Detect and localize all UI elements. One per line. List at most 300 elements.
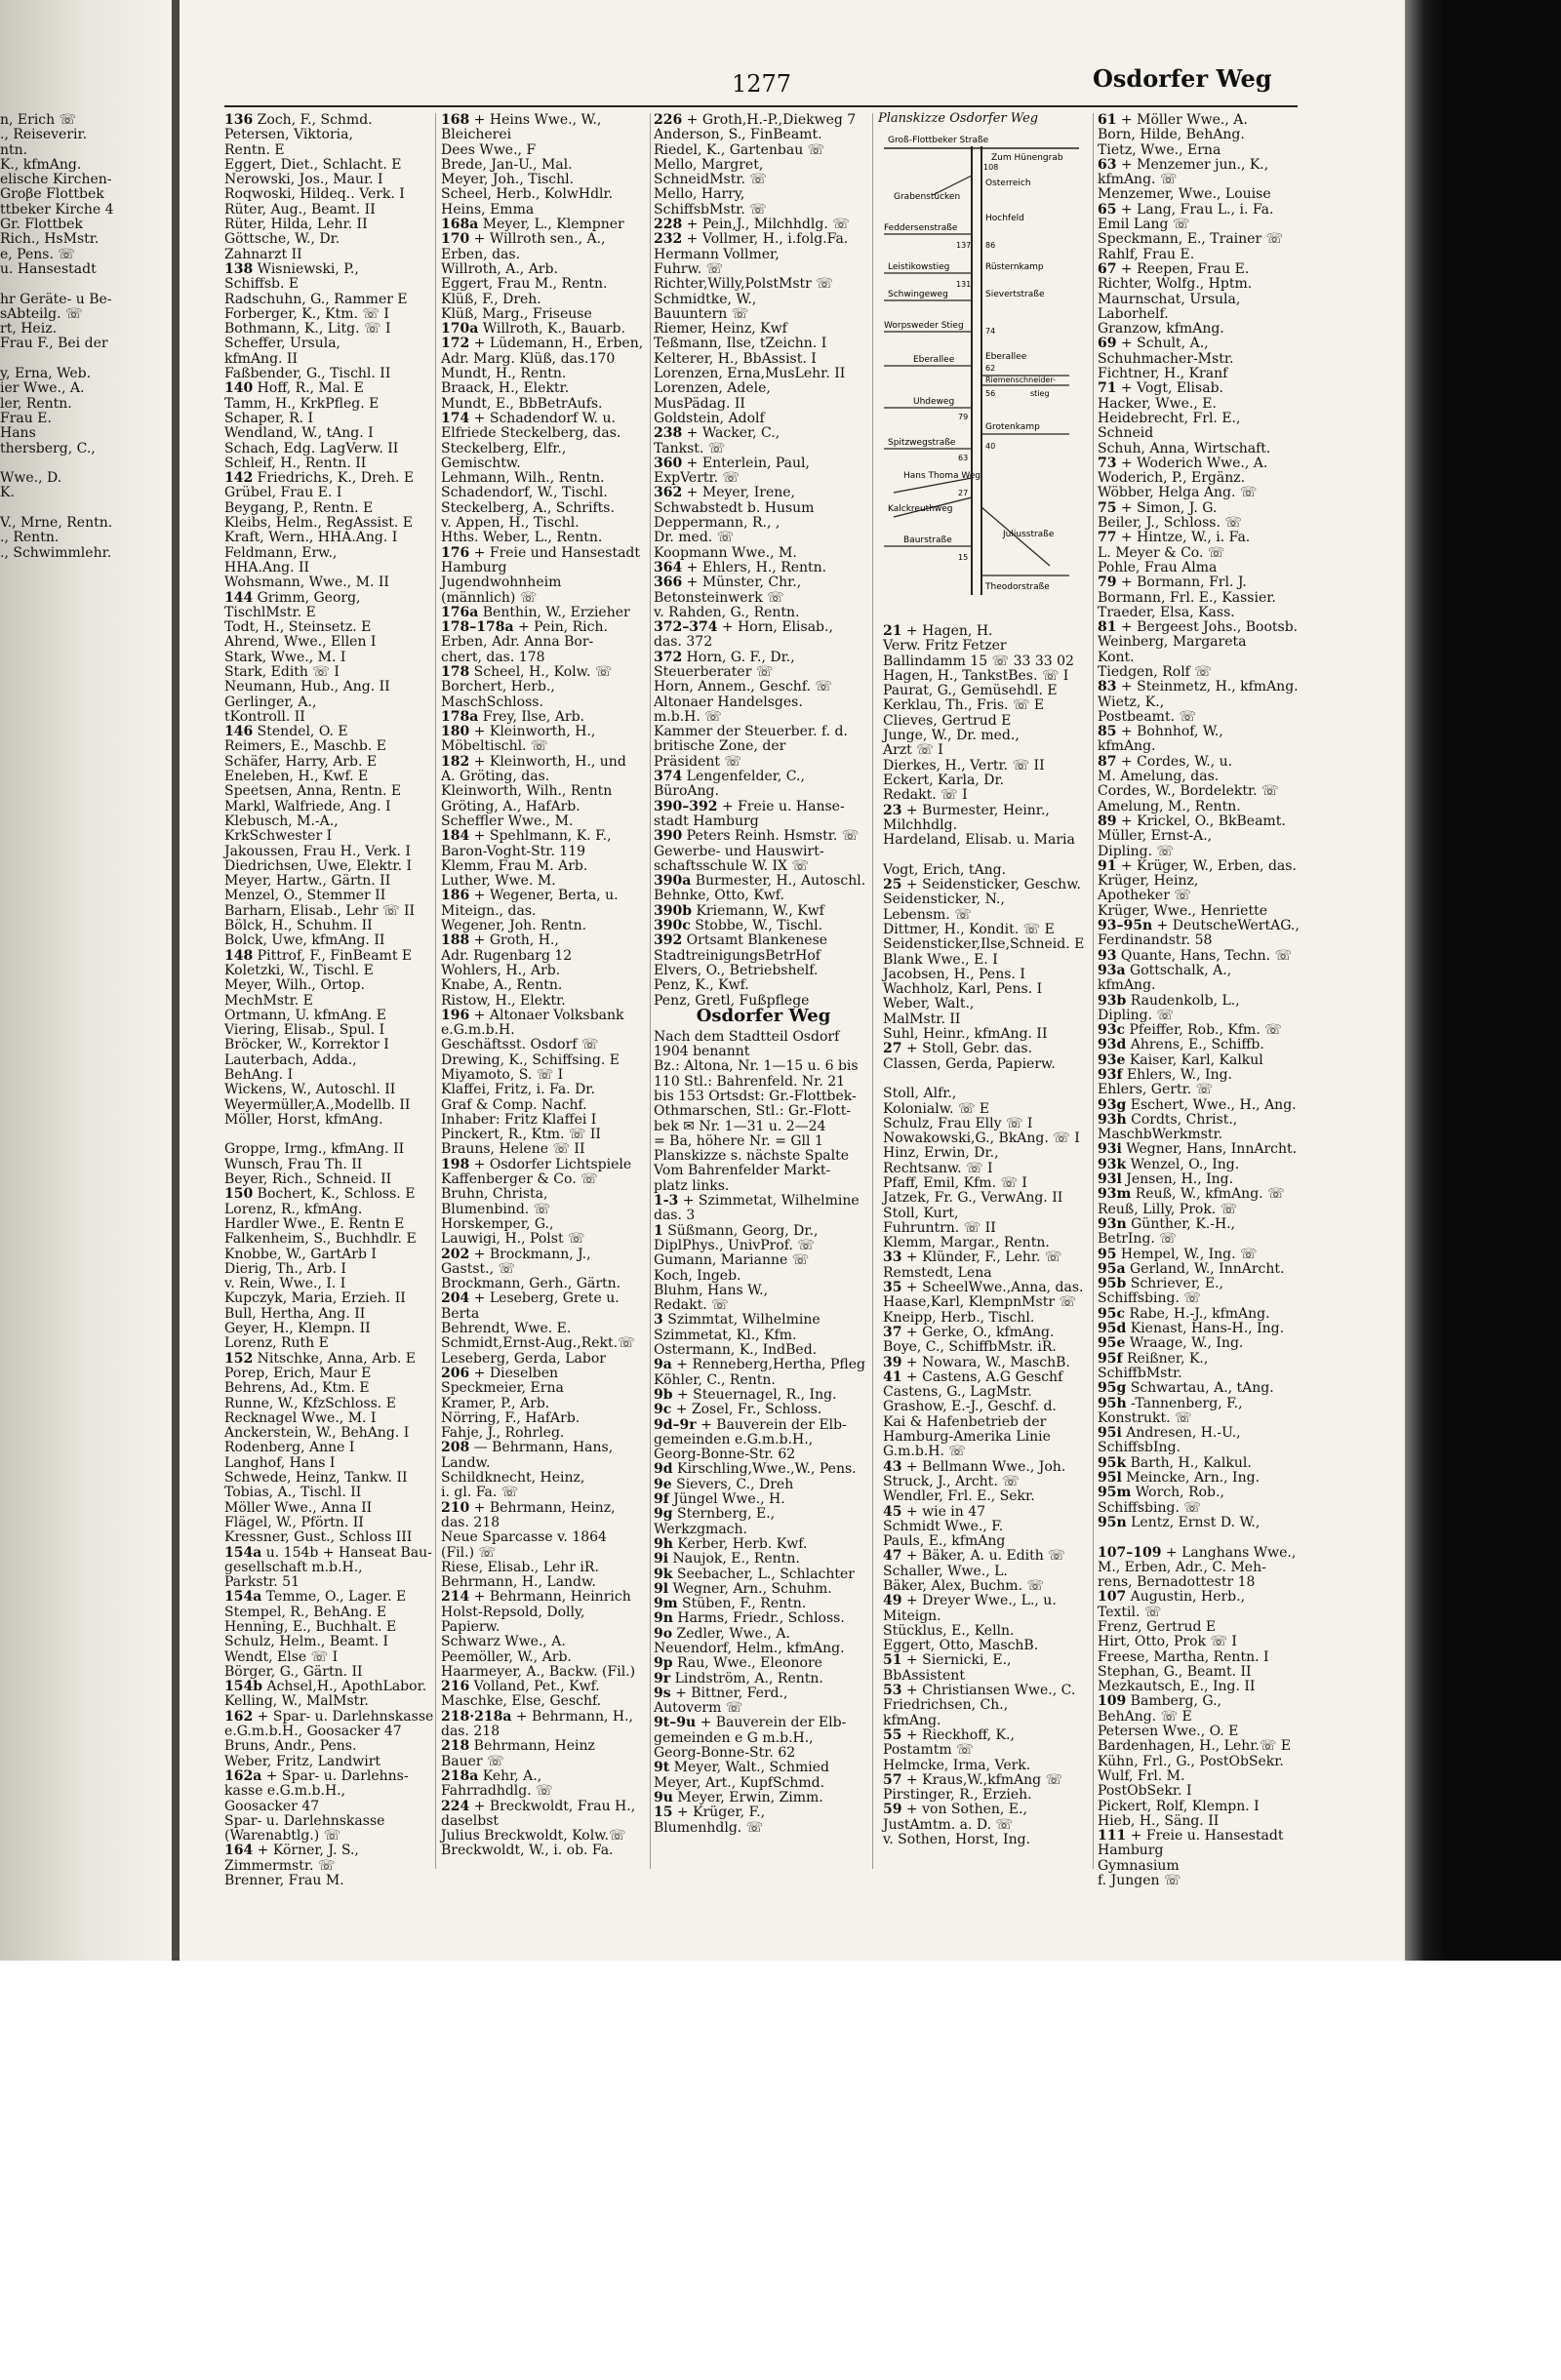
entry-text: M. Amelung, das. (1098, 769, 1220, 785)
directory-entry (883, 833, 1098, 848)
entry-text: Seebacher, L., Schlachter (672, 1566, 855, 1582)
directory-entry (654, 1343, 873, 1358)
house-number: 224 (441, 1798, 470, 1814)
directory-entry (224, 964, 429, 978)
directory-entry (441, 814, 644, 829)
directory-entry (883, 1714, 1098, 1728)
directory-entry (1098, 1291, 1293, 1306)
house-number: 164 (224, 1843, 254, 1859)
entry-text: Krüger, Heinz, (1098, 873, 1199, 890)
entry-text: Eckert, Karla, Dr. (883, 772, 1005, 788)
entry-text: + Bergeest Johs., Bootsb. (1116, 619, 1299, 636)
directory-entry (654, 1761, 873, 1775)
directory-entry (1098, 1800, 1293, 1814)
entry-text: Hths. Weber, L., Rentn. (441, 530, 603, 546)
directory-entry (441, 755, 644, 770)
entry-text: Stark, Edith ☏ I (224, 663, 340, 680)
entry-text: + Bauverein der Elb- (696, 1715, 847, 1731)
directory-entry (654, 1313, 873, 1328)
directory-entry (654, 1149, 873, 1164)
entry-text: Maurnschat, Ursula, (1098, 291, 1241, 307)
entry-text: Cordes, W., Bordelektr. ☏ (1098, 783, 1279, 800)
directory-entry (224, 187, 429, 202)
entry-text: Dierig, Th., Arb. I (224, 1260, 346, 1277)
directory-column-5 (1098, 112, 1300, 1889)
directory-entry (1098, 739, 1293, 754)
directory-entry (224, 1411, 429, 1426)
directory-entry (654, 1746, 873, 1761)
house-number: 27 (883, 1041, 902, 1057)
entry-text: Landw. (441, 1454, 491, 1471)
entry-text: Emil Lang ☏ (1098, 217, 1190, 233)
directory-entry (224, 397, 429, 412)
entry-text: Markl, Walfriede, Ang. I (224, 798, 391, 814)
house-number: 196 (441, 1007, 470, 1023)
directory-entry (224, 1441, 429, 1455)
directory-entry (654, 471, 873, 486)
directory-entry (224, 531, 429, 545)
directory-entry (654, 978, 873, 993)
directory-entry (224, 218, 429, 232)
entry-text: Junge, W., Dr. med., (883, 728, 1020, 744)
entry-text: Schiffsb. E (224, 276, 300, 293)
entry-text: Diedrichsen, Uwe, Elektr. I (224, 857, 413, 874)
directory-entry (224, 1426, 429, 1441)
directory-entry (441, 978, 644, 993)
directory-entry (441, 904, 644, 919)
entry-text: Klemm, Margar., Rentn. (883, 1235, 1050, 1251)
entry-text: Classen, Gerda, Papierw. (883, 1055, 1056, 1072)
sketch-label: 108 (983, 163, 999, 172)
directory-entry (1098, 501, 1293, 516)
house-number: 95n (1098, 1514, 1127, 1530)
directory-entry (441, 442, 644, 456)
entry-text: Willroth, A., Arb. (441, 260, 558, 277)
entry-text: Ortmann, U. kfmAng. E (224, 1007, 386, 1023)
directory-entry (441, 933, 644, 948)
directory-entry (1098, 218, 1293, 232)
entry-text: Hirt, Otto, Prok ☏ I (1098, 1634, 1237, 1650)
entry-text: Lehmann, Wilh., Rentn. (441, 470, 605, 487)
entry-text: Blumenhdlg. ☏ (654, 1819, 764, 1836)
directory-entry (883, 1326, 1098, 1340)
entry-text: Meyer, Erwin, Zimm. (672, 1789, 823, 1805)
directory-entry (883, 1520, 1098, 1534)
entry-text: Beyer, Rich., Schneid. II (224, 1171, 392, 1188)
entry-text: Stoll, Kurt, (883, 1205, 959, 1221)
directory-entry (654, 293, 873, 307)
house-number: 81 (1098, 619, 1117, 636)
directory-entry (1098, 710, 1293, 725)
directory-entry (224, 1575, 429, 1590)
entry-text: Pauls, E., kfmAng (883, 1533, 1006, 1550)
house-number: 93g (1098, 1096, 1127, 1113)
entry-text: Wohsmann, Wwe., M. II (224, 575, 389, 591)
directory-entry (441, 1098, 644, 1113)
house-number: 232 (654, 231, 683, 248)
directory-entry (883, 1250, 1098, 1265)
entry-text: + Meyer, Irene, (682, 485, 795, 501)
directory-entry (224, 994, 429, 1009)
entry-text: Bauuntern ☏ (654, 305, 749, 322)
entry-text: Sternberg, E., (672, 1506, 776, 1523)
directory-entry (1098, 426, 1293, 441)
entry-text: Bothmann, K., Litg. ☏ I (224, 321, 391, 337)
directory-entry (654, 755, 873, 770)
directory-entry (1098, 651, 1293, 665)
entry-text: Stobbe, W., Tischl. (690, 918, 823, 934)
directory-entry (1098, 1068, 1293, 1083)
directory-entry (441, 456, 644, 471)
house-number: 45 (883, 1503, 902, 1520)
directory-entry (654, 1805, 873, 1820)
directory-entry (441, 725, 644, 739)
house-number: 93l (1098, 1171, 1122, 1188)
entry-text: Apotheker ☏ (1098, 888, 1191, 904)
house-number: 9s (654, 1685, 671, 1701)
entry-text: Luther, Wwe. M. (441, 873, 556, 890)
directory-entry (441, 1248, 644, 1262)
directory-entry (441, 1769, 644, 1784)
directory-entry (224, 1769, 429, 1784)
directory-entry (654, 426, 873, 441)
entry-text: Schiffsbing. ☏ (1098, 1499, 1201, 1516)
entry-text: Meyer, L., Klempner (478, 217, 624, 233)
entry-text: Forberger, K., Ktm. ☏ I (224, 305, 389, 322)
entry-text: Horn, G. F., Dr., (682, 649, 795, 665)
entry-text: Postbeamt. ☏ (1098, 708, 1196, 725)
entry-text: Mezkautsch, E., Ing. II (1098, 1679, 1256, 1695)
directory-entry (224, 381, 429, 396)
entry-text: Pfaff, Emil, Kfm. ☏ I (883, 1174, 1027, 1191)
directory-entry (654, 859, 873, 874)
entry-text: Gottschalk, A., (1125, 962, 1232, 978)
entry-text: Weinberg, Margareta (1098, 634, 1247, 651)
house-number: 3 (654, 1312, 663, 1329)
entry-text: Groppe, Irmg., kfmAng. II (224, 1141, 405, 1158)
directory-entry (441, 1546, 644, 1561)
directory-entry (883, 1012, 1098, 1027)
entry-text: Hagen, H., TankstBes. ☏ I (883, 667, 1069, 684)
entry-text: Pohle, Frau Alma (1098, 559, 1218, 575)
entry-text: + Körner, J. S., (253, 1843, 359, 1859)
entry-text: Wendland, W., tAng. I (224, 425, 374, 442)
directory-entry (654, 845, 873, 859)
entry-text: Schulz, Frau Elly ☏ I (883, 1115, 1033, 1131)
directory-entry (883, 1505, 1098, 1520)
house-number: 107 (1098, 1589, 1127, 1606)
directory-entry (654, 1672, 873, 1686)
entry-text: Dees Wwe., F (441, 141, 537, 158)
entry-text: L. Meyer & Co. ☏ (1098, 544, 1225, 561)
entry-text: Schmidt,Ernst-Aug.,Rekt.☏ (441, 1335, 635, 1352)
entry-text: Rüter, Aug., Beamt. II (224, 201, 376, 218)
entry-text: JustAmtm. a. D. ☏ (883, 1816, 1014, 1833)
directory-entry (654, 1582, 873, 1597)
directory-entry (441, 591, 644, 606)
directory-entry (224, 1755, 429, 1769)
directory-entry (224, 1023, 429, 1038)
entry-text: SchneidMstr. ☏ (654, 172, 767, 188)
entry-text: Zedler, Wwe., A. (672, 1625, 790, 1642)
entry-text: Rahlf, Frau E. (1098, 246, 1195, 262)
directory-entry (1098, 203, 1293, 218)
entry-text: Holst-Repsold, Dolly, (441, 1604, 585, 1620)
entry-text: Elfriede Steckelberg, das. (441, 425, 621, 442)
entry-text: daselbst (441, 1812, 500, 1829)
house-number: 176 (441, 544, 470, 561)
directory-entry (654, 1492, 873, 1507)
directory-entry (1098, 1516, 1293, 1530)
directory-entry (883, 729, 1098, 743)
entry-text: + Breckwoldt, Frau H., (469, 1798, 636, 1814)
entry-text: M., Erben, Adr., C. Meh- (1098, 1559, 1266, 1575)
entry-text: Hardler Wwe., E. Rentn E (224, 1215, 405, 1232)
entry-text: Koletzki, W., Tischl. E (224, 962, 374, 978)
directory-entry (224, 919, 429, 933)
house-number: 95f (1098, 1350, 1123, 1367)
entry-text: Meyer, Hartw., Gärtn. II (224, 873, 391, 890)
entry-text: Koch, Ingeb. (654, 1267, 741, 1284)
house-number: 1 (654, 1222, 663, 1239)
entry-text: Kolonialw. ☏ E (883, 1100, 990, 1117)
house-number: 95k (1098, 1454, 1127, 1471)
directory-entry (1098, 1844, 1293, 1858)
directory-entry (224, 1307, 429, 1322)
directory-entry (224, 1471, 429, 1486)
entry-text: Behrens, Ad., Ktm. E (224, 1380, 370, 1397)
directory-entry (441, 248, 644, 262)
house-number: 218a (441, 1767, 479, 1784)
entry-text: Tobias, A., Tischl. II (224, 1485, 362, 1501)
entry-text: + Renneberg,Hertha, Pfleg (671, 1357, 866, 1373)
sketch-label: Baurstraße (903, 536, 952, 545)
directory-entry (654, 1253, 873, 1268)
fragment-line (0, 352, 172, 367)
entry-text: + Christiansen Wwe., C. (901, 1683, 1076, 1699)
entry-text: + Groth, H., (469, 932, 559, 949)
entry-text: Wöbber, Helga Ang. ☏ (1098, 485, 1258, 501)
directory-entry (441, 531, 644, 545)
entry-text: Bull, Hertha, Ang. II (224, 1305, 366, 1322)
directory-entry (654, 1462, 873, 1477)
entry-text: + Kleinworth, H., und (469, 753, 626, 770)
entry-text: Neuendorf, Helm., kfmAng. (654, 1640, 845, 1656)
entry-text: Riese, Elisab., Lehr iR. (441, 1559, 599, 1575)
entry-text: Naujok, E., Rentn. (668, 1551, 800, 1567)
directory-entry (883, 1370, 1098, 1385)
entry-text: Recknagel Wwe., M. I (224, 1409, 377, 1426)
entry-text: 1904 benannt (654, 1044, 750, 1060)
entry-text: Behrmann, Heinz (469, 1738, 595, 1755)
directory-entry (654, 1433, 873, 1448)
house-number: 91 (1098, 857, 1117, 874)
entry-text: kfmAng. ☏ (1098, 172, 1178, 188)
house-number: 198 (441, 1156, 470, 1172)
directory-entry (224, 277, 429, 292)
directory-entry (441, 1471, 644, 1486)
house-number: 9o (654, 1625, 673, 1642)
entry-text: Kriemann, W., Kwf (692, 902, 824, 919)
directory-entry (654, 381, 873, 396)
entry-text: Scheel, Herb., KolwHdlr. (441, 186, 614, 203)
entry-text: + Leseberg, Grete u. (469, 1290, 620, 1307)
entry-text: + ScheelWwe.,Anna, das. (901, 1280, 1084, 1296)
house-number: 95a (1098, 1260, 1126, 1277)
house-number: 23 (883, 802, 902, 818)
directory-entry (883, 654, 1098, 669)
entry-text: Speckmeier, Erna (441, 1380, 564, 1397)
entry-text: Georg-Bonne-Str. 62 (654, 1745, 796, 1762)
entry-text: Bolck, Uwe, kfmAng. II (224, 932, 385, 949)
entry-text: Kaiser, Karl, Kalkul (1125, 1051, 1263, 1068)
house-number: 93 (1098, 947, 1117, 964)
house-number: 51 (883, 1652, 902, 1669)
directory-entry (1098, 1725, 1293, 1739)
entry-text: Mundt, H., Rentn. (441, 366, 567, 382)
entry-text: Jacobsen, H., Pens. I (883, 966, 1025, 982)
entry-text: Gewerbe- und Hauswirt- (654, 843, 824, 859)
fragment-line: Rich., HsMstr. (0, 231, 100, 248)
fragment-line: ., Rentn. (0, 530, 60, 546)
entry-text: Bruhn, Christa, (441, 1186, 548, 1203)
entry-text: Breckwoldt, W., i. ob. Fa. (441, 1843, 614, 1859)
fragment-line: ., Schwimmlehr. (0, 544, 112, 561)
directory-entry (441, 1158, 644, 1172)
directory-entry (654, 158, 873, 173)
directory-entry (441, 381, 644, 396)
entry-text: Horn, Annem., Geschf. ☏ (654, 679, 832, 695)
entry-text: + Bauverein der Elb- (696, 1416, 847, 1433)
entry-text: Gerland, W., InnArcht. (1125, 1260, 1285, 1277)
house-number: 214 (441, 1589, 470, 1606)
entry-text: Kammer der Steuerber. f. d. (654, 724, 848, 740)
entry-text: + Stoll, Gebr. das. (901, 1041, 1033, 1057)
house-number: 57 (883, 1771, 902, 1788)
directory-entry (1098, 1456, 1293, 1471)
house-number: 95m (1098, 1485, 1132, 1501)
directory-entry (441, 1784, 644, 1799)
sketch-label: Feddersenstraße (884, 223, 958, 233)
entry-text: Stempel, R., BehAng. E (224, 1604, 387, 1620)
directory-entry (1098, 904, 1293, 919)
book-spine (172, 0, 180, 1961)
entry-text: Miyamoto, S. ☏ I (441, 1067, 564, 1083)
directory-entry (654, 1686, 873, 1701)
directory-entry (1098, 1083, 1293, 1097)
house-number: 35 (883, 1280, 902, 1296)
house-number: 61 (1098, 112, 1117, 128)
entry-text: kfmAng. (1098, 738, 1156, 755)
directory-entry (883, 1609, 1098, 1624)
directory-entry (224, 933, 429, 948)
entry-text: Teßmann, Ilse, tZeichn. I (654, 336, 827, 352)
directory-entry (1098, 187, 1293, 202)
directory-entry (1098, 173, 1293, 187)
entry-text: Bleicherei (441, 127, 512, 143)
house-number: 9t–9u (654, 1715, 697, 1731)
entry-text: Gemischtw. (441, 455, 521, 471)
fragment-line: Gr. Flottbek (0, 217, 83, 233)
directory-entry (224, 1635, 429, 1649)
directory-entry (883, 1087, 1098, 1101)
directory-entry (224, 1516, 429, 1530)
entry-text: Volland, Pet., Kwf. (469, 1679, 600, 1695)
directory-entry (654, 1075, 873, 1090)
directory-entry (441, 1516, 644, 1530)
directory-entry (1098, 1411, 1293, 1426)
directory-entry (441, 1739, 644, 1754)
directory-entry (441, 1800, 644, 1814)
entry-text: Lorenz, Ruth E (224, 1335, 329, 1352)
directory-entry (883, 1788, 1098, 1803)
entry-text: Jugendwohnheim (441, 575, 562, 591)
directory-entry (654, 1045, 873, 1059)
directory-entry (1098, 1322, 1293, 1336)
entry-text: + Langhans Wwe., (1161, 1544, 1297, 1561)
entry-text: Mello, Harry, (654, 186, 745, 203)
sketch-label: Grotenkamp (985, 422, 1040, 432)
directory-entry (224, 516, 429, 531)
directory-entry (1098, 784, 1293, 799)
entry-text: Mello, Margret, (654, 156, 764, 173)
house-number: 9n (654, 1610, 673, 1627)
entry-text: Pinckert, R., Ktm. ☏ II (441, 1127, 601, 1143)
directory-entry (441, 218, 644, 232)
directory-entry (654, 516, 873, 531)
directory-entry (654, 486, 873, 500)
entry-text: Beiler, J., Schloss. ☏ (1098, 515, 1242, 532)
entry-text: Temme, O., Lager. E (261, 1589, 407, 1606)
fragment-line: ier Wwe., A. (0, 380, 85, 397)
entry-text: + Szimmetat, Wilhelmine (678, 1193, 860, 1210)
entry-text: Rodenberg, Anne I (224, 1440, 355, 1456)
entry-text: Kraft, Wern., HHA.Ang. I (224, 530, 398, 546)
entry-text: Schmidt Wwe., F. (883, 1518, 1004, 1534)
entry-text: + Dreyer Wwe., L., u. (901, 1593, 1057, 1609)
directory-entry (883, 1072, 1098, 1087)
house-number: 93–95n (1098, 918, 1153, 934)
directory-entry (654, 575, 873, 590)
directory-entry (1098, 1009, 1293, 1023)
directory-entry (654, 1239, 873, 1253)
directory-entry (1098, 1336, 1293, 1351)
directory-entry (654, 1194, 873, 1209)
directory-entry (224, 725, 429, 739)
entry-text: Betonsteinwerk ☏ (654, 589, 784, 606)
sketch-label: Hans Thoma Weg (903, 471, 981, 481)
entry-text: gemeinden e G m.b.H., (654, 1729, 814, 1746)
sketch-label: 137 (956, 241, 972, 250)
entry-text: Schaper, R. I (224, 410, 314, 426)
entry-text: Seidensticker,Ilse,Schneid. E (883, 936, 1085, 953)
directory-entry (441, 1725, 644, 1739)
house-number: 9h (654, 1535, 673, 1552)
house-number: 93a (1098, 962, 1126, 978)
directory-entry (654, 1611, 873, 1626)
entry-text: Granzow, kfmAng. (1098, 321, 1224, 337)
directory-entry (224, 1248, 429, 1262)
directory-entry (224, 606, 429, 620)
entry-text: Schäfer, Harry, Arb. E (224, 753, 378, 770)
entry-text: schaftsschule W. IX ☏ (654, 857, 809, 874)
directory-entry (441, 1397, 644, 1411)
directory-entry (224, 1859, 429, 1874)
house-number: 390a (654, 873, 692, 890)
directory-entry (883, 892, 1098, 907)
directory-entry (1098, 1561, 1293, 1575)
directory-entry (883, 804, 1098, 818)
